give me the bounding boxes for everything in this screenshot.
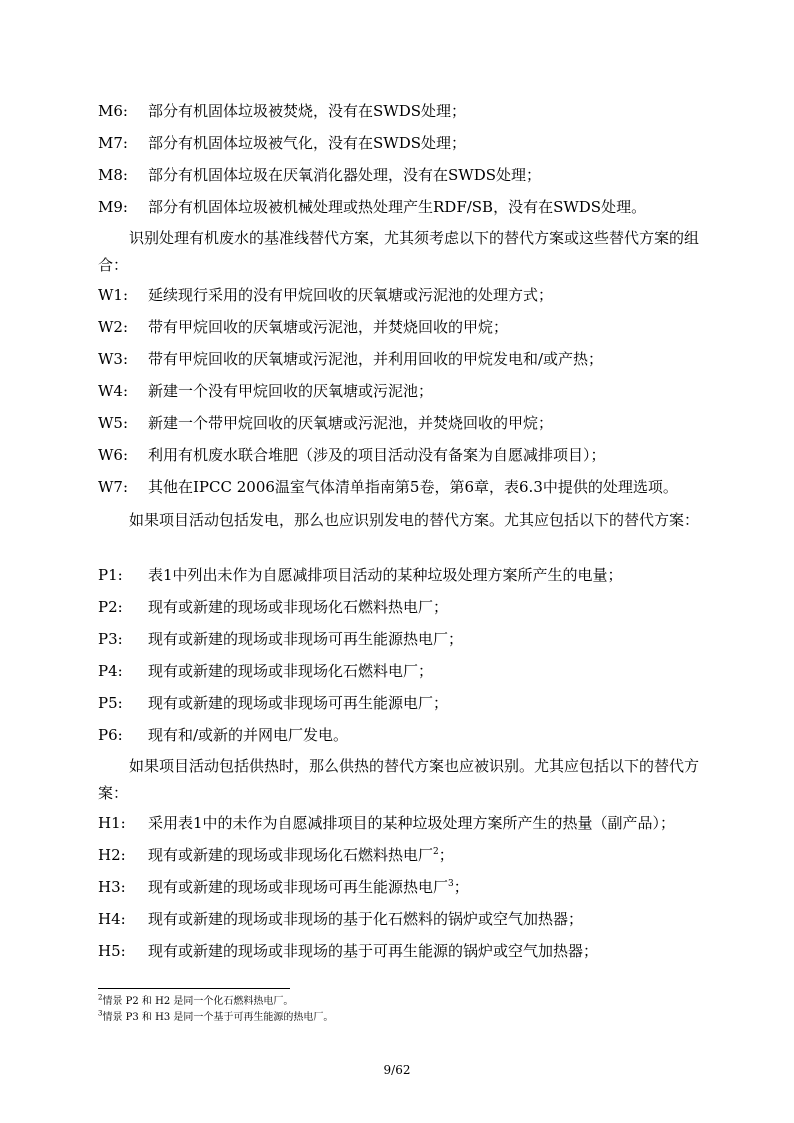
item-tail: ； (453, 878, 469, 896)
item-label: W2: (98, 318, 129, 336)
page-number: 9/62 (383, 1063, 411, 1077)
item-label: P3: (98, 630, 123, 648)
item-label: W5: (98, 414, 129, 432)
list-item (98, 317, 714, 337)
footnote (98, 1011, 333, 1024)
item-text: 带有甲烷回收的厌氧塘或污泥池，并焚烧回收的甲烷； (148, 318, 509, 336)
list-item (98, 629, 714, 649)
list-item (98, 725, 714, 745)
footnote-ref[interactable]: 3 (448, 879, 454, 889)
item-text: 部分有机固体垃圾在厌氧消化器处理，没有在SWDS处理； (148, 166, 541, 184)
item-text: 现有或新建的现场或非现场化石燃料热电厂 (148, 846, 434, 864)
item-label: M9: (98, 198, 128, 216)
list-item (98, 101, 714, 121)
list-item (98, 813, 714, 833)
footnote-divider (98, 988, 290, 989)
footnote-number: 3 (98, 1009, 103, 1018)
list-item (98, 597, 714, 617)
item-text: 利用有机废水联合堆肥（涉及的项目活动没有备案为自愿减排项目）； (148, 446, 606, 464)
item-text: 新建一个没有甲烷回收的厌氧塘或污泥池； (148, 382, 434, 400)
item-tail: ； (438, 846, 454, 864)
list-item (98, 165, 714, 185)
item-label: W1: (98, 286, 129, 304)
item-label: P5: (98, 694, 123, 712)
list-item (98, 941, 714, 961)
item-label: M6: (98, 102, 128, 120)
item-text: 现有或新建的现场或非现场化石燃料热电厂； (148, 598, 449, 616)
item-label: H2: (98, 846, 126, 864)
item-label: W7: (98, 478, 129, 496)
item-text: 部分有机固体垃圾被气化，没有在SWDS处理； (148, 134, 466, 152)
item-label: W3: (98, 350, 129, 368)
item-label: P4: (98, 662, 123, 680)
item-label: H5: (98, 942, 126, 960)
item-text: 部分有机固体垃圾被机械处理或热处理产生RDF/SB，没有在SWDS处理。 (148, 198, 647, 216)
item-text: 现有或新建的现场或非现场可再生能源热电厂； (148, 630, 464, 648)
item-label: W6: (98, 446, 129, 464)
item-text: 现有或新建的现场或非现场的基于化石燃料的锅炉或空气加热器； (148, 910, 584, 928)
list-item (98, 285, 714, 305)
paragraph-heat: 如果项目活动包括供热时，那么供热的替代方案也应被识别。尤其应包括以下的替代方案： (98, 757, 700, 802)
item-label: P2: (98, 598, 123, 616)
list-item (98, 877, 714, 897)
item-text: 新建一个带甲烷回收的厌氧塘或污泥池，并焚烧回收的甲烷； (148, 414, 554, 432)
list-item (98, 133, 714, 153)
item-text: 采用表1中的未作为自愿减排项目的某种垃圾处理方案所产生的热量（副产品）； (148, 814, 676, 832)
item-label: M7: (98, 134, 128, 152)
list-item (98, 845, 714, 865)
item-text: 其他在IPCC 2006温室气体清单指南第5卷，第6章，表6.3中提供的处理选项。 (148, 478, 678, 496)
item-text: 延续现行采用的没有甲烷回收的厌氧塘或污泥池的处理方式； (148, 286, 554, 304)
item-label: H3: (98, 878, 126, 896)
list-item (98, 349, 714, 369)
item-text: 现有或新建的现场或非现场可再生能源热电厂 (148, 878, 449, 896)
list-item (98, 381, 714, 401)
item-label: P6: (98, 726, 123, 744)
item-label: H4: (98, 910, 126, 928)
footnote-text: 情景 P3 和 H3 是同一个基于可再生能源的热电厂。 (102, 1012, 334, 1023)
footnote-number: 2 (98, 993, 103, 1002)
footnote-ref[interactable]: 2 (433, 847, 439, 857)
list-item (98, 477, 714, 497)
paragraph-wastewater: 识别处理有机废水的基准线替代方案，尤其须考虑以下的替代方案或这些替代方案的组合： (98, 229, 700, 274)
item-text: 现有和/或新的并网电厂发电。 (148, 726, 349, 744)
item-label: M8: (98, 166, 128, 184)
item-text: 现有或新建的现场或非现场的基于可再生能源的锅炉或空气加热器； (148, 942, 599, 960)
list-item (98, 565, 714, 585)
footnote (98, 995, 293, 1008)
list-item (98, 413, 714, 433)
list-item (98, 693, 714, 713)
list-item (98, 661, 714, 681)
item-text: 表1中列出未作为自愿减排项目活动的某种垃圾处理方案所产生的电量； (148, 566, 623, 584)
list-item (98, 445, 714, 465)
item-text: 现有或新建的现场或非现场化石燃料电厂； (148, 662, 434, 680)
item-label: P1: (98, 566, 123, 584)
item-text: 带有甲烷回收的厌氧塘或污泥池，并利用回收的甲烷发电和/或产热； (148, 350, 604, 368)
item-text: 现有或新建的现场或非现场可再生能源电厂； (148, 694, 449, 712)
list-item (98, 197, 714, 217)
item-text: 部分有机固体垃圾被焚烧，没有在SWDS处理； (148, 102, 466, 120)
footnote-text: 情景 P2 和 H2 是同一个化石燃料热电厂。 (102, 996, 294, 1007)
list-item (98, 909, 714, 929)
item-label: W4: (98, 382, 129, 400)
item-label: H1: (98, 814, 126, 832)
paragraph-power: 如果项目活动包括发电，那么也应识别发电的替代方案。尤其应包括以下的替代方案： (129, 511, 700, 529)
